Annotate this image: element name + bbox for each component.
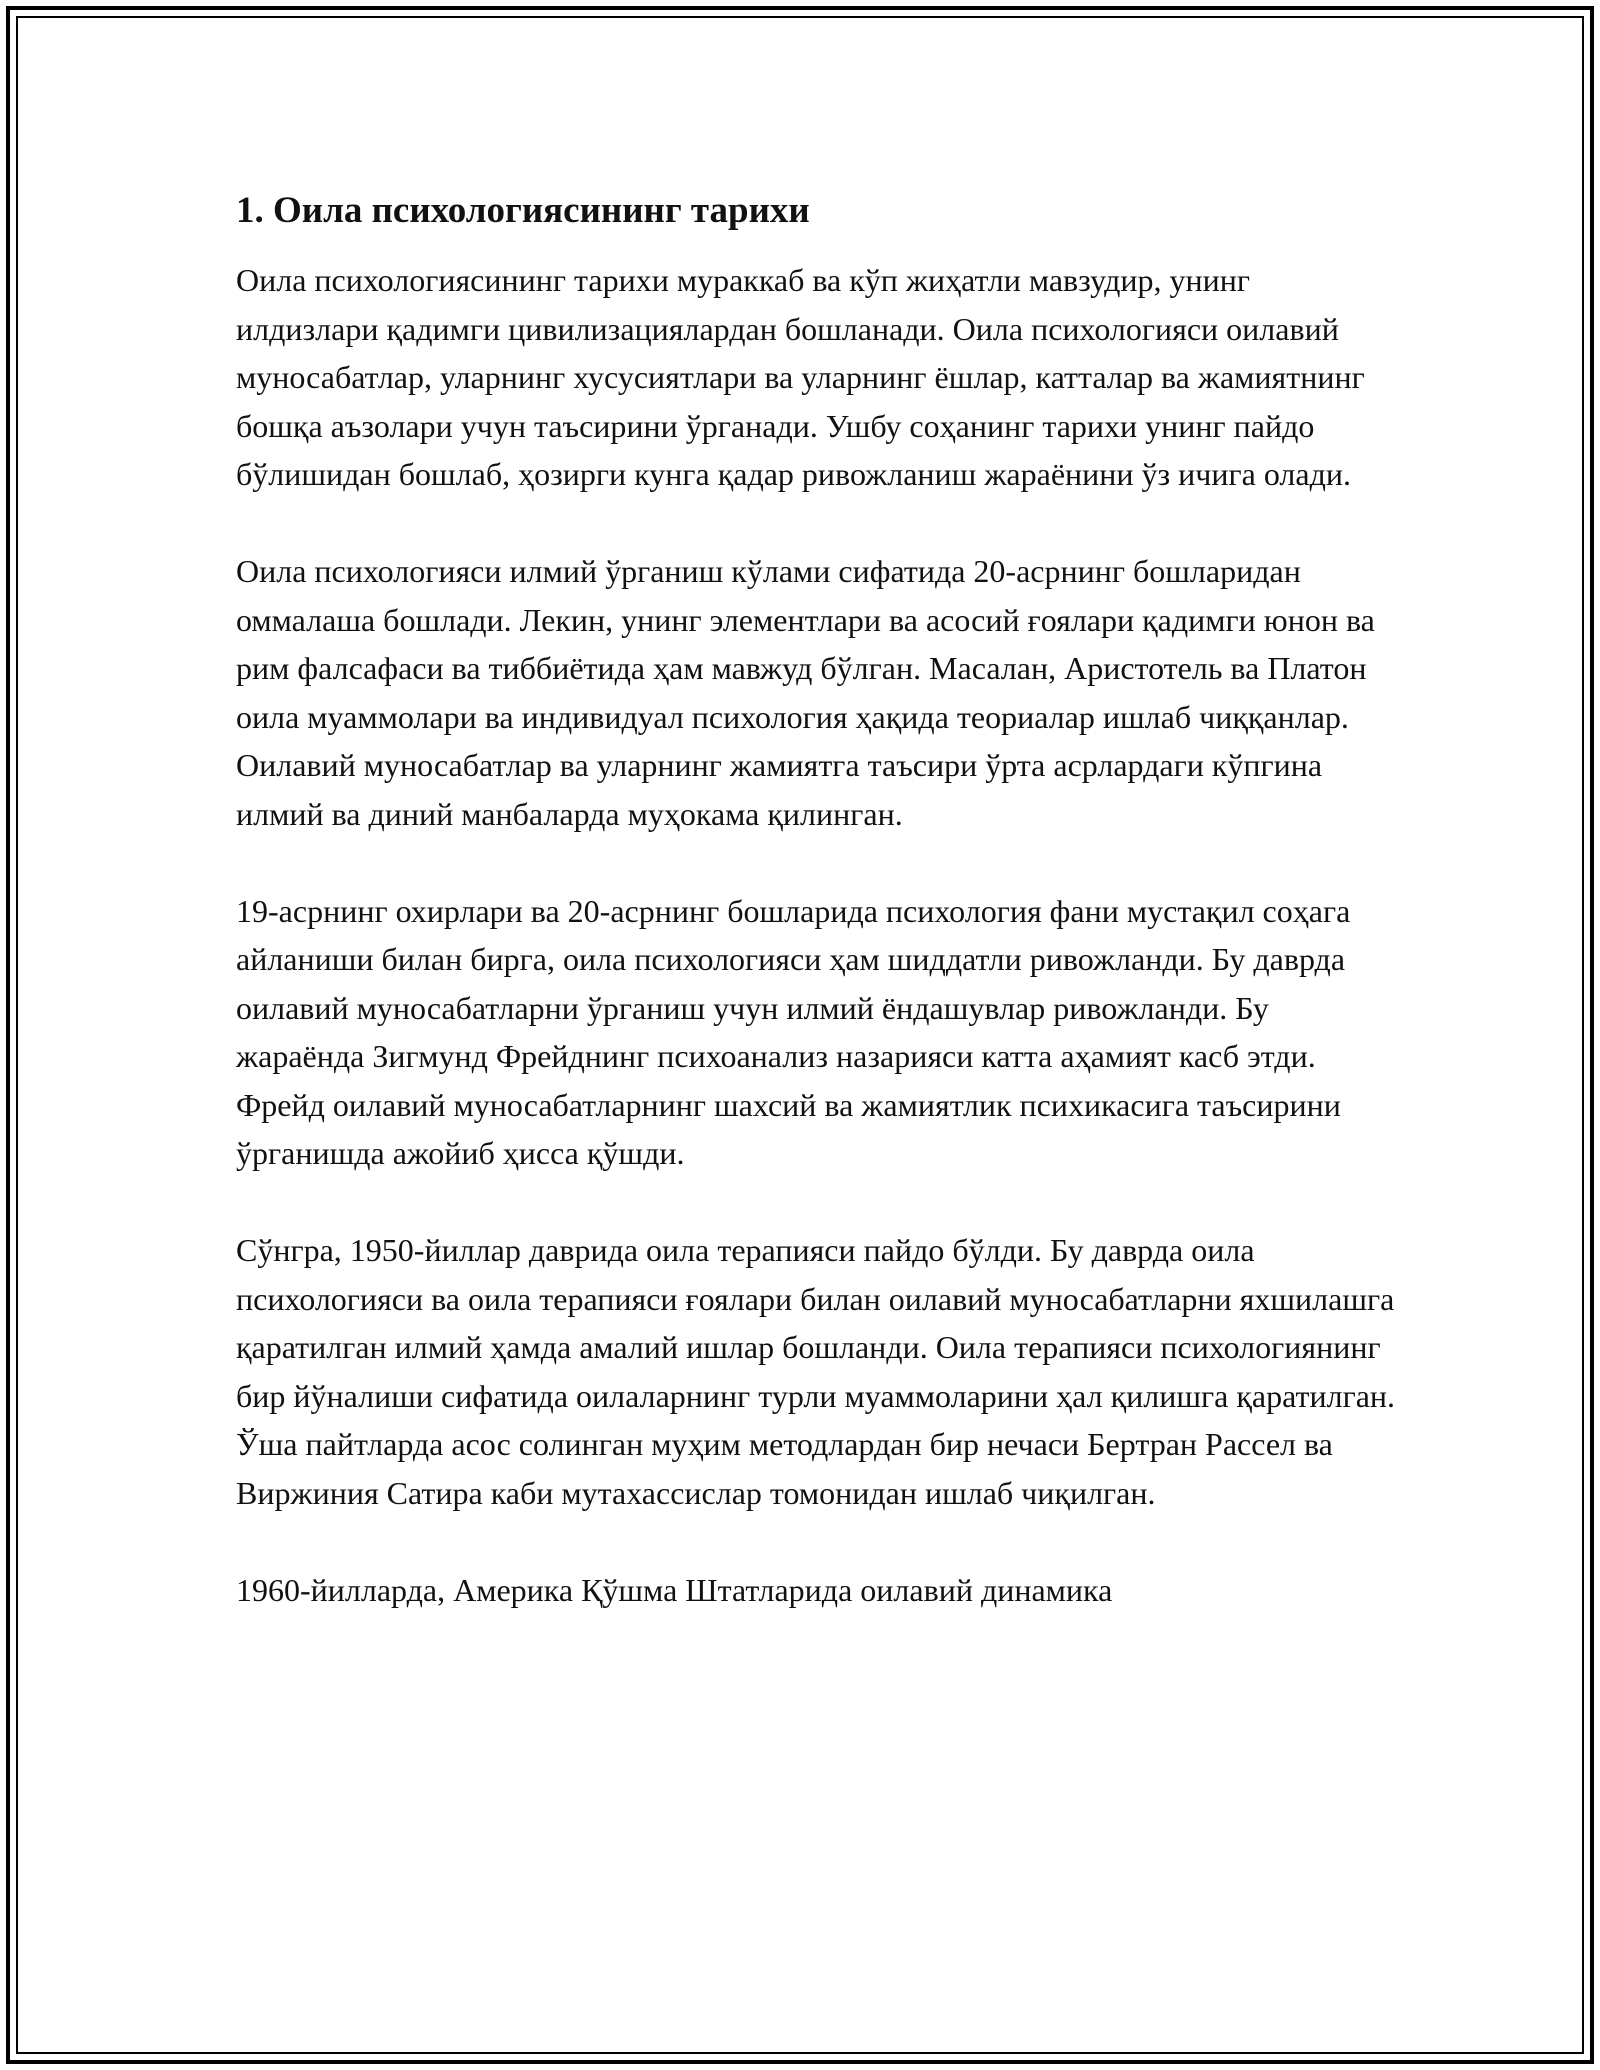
paragraph-5: 1960-йилларда, Америка Қўшма Штатларида оилавий динамика (236, 1571, 1113, 1608)
paragraph-1: Оила психологиясининг тарихи мураккаб ва кўп жиҳатли мавзудир, унинг илдизлари қадимги цивилизациялардан бошланади. Оила психологияси оилавий муносабатлар, уларнинг хусусиятлари ва уларнинг ёшлар, катталар ва жамиятнинг бошқа аъзолари учун таъсирини ўрганади. Ушбу соҳанинг тарихи унинг пайдо бўлишидан бошлаб, ҳозирги кунга қадар ривожланиш жараёнини ўз ичига олади. (236, 262, 1365, 492)
paragraph-4: Сўнгра, 1950-йиллар даврида оила терапияси пайдо бўлди. Бу даврда оила психологияси ва оила терапияси ғоялари билан оилавий муносабатларни яхшилашга қаратилган илмий ҳамда амалий ишлар бошланди. Оила терапияси психологиянинг бир йўналиши сифатида оилаларнинг турли муаммоларини ҳал қилишга қаратилган. Ўша пайтларда асос солинган муҳим методлардан бир нечаси Бертран Рассел ва Виржиния Сатира каби мутахассислар томонидан ишлаб чиқилган. (236, 1232, 1396, 1511)
paragraph-3: 19-асрнинг охирлари ва 20-асрнинг бошларида психология фани мустақил соҳага айланиши билан бирга, оила психологияси ҳам шиддатли ривожланди. Бу даврда оилавий муносабатларни ўрганиш учун илмий ёндашувлар ривожланди. Бу жараёнда Зигмунд Фрейднинг психоанализ назарияси катта аҳамият касб этди. Фрейд оилавий муносабатларнинг шахсий ва жамиятлик психикасига таъсирини ўрганишда ажойиб ҳисса қўшди. (236, 892, 1351, 1171)
section-heading: 1. Оила психологиясининг тарихи (236, 190, 810, 231)
document-body (236, 186, 1396, 1663)
paragraph-2: Оила психологияси илмий ўрганиш кўлами сифатида 20-асрнинг бошларидан оммалаша бошлади. Лекин, унинг элементлари ва асосий ғоялари қадимги юнон ва рим фалсафаси ва тиббиётида ҳам мавжуд бўлган. Масалан, Аристотель ва Платон оила муаммолари ва индивидуал психология ҳақида теориалар ишлаб чиққанлар. Оилавий муносабатлар ва уларнинг жамиятга таъсири ўрта асрлардаги кўпгина илмий ва диний манбаларда муҳокама қилинган. (236, 553, 1375, 832)
